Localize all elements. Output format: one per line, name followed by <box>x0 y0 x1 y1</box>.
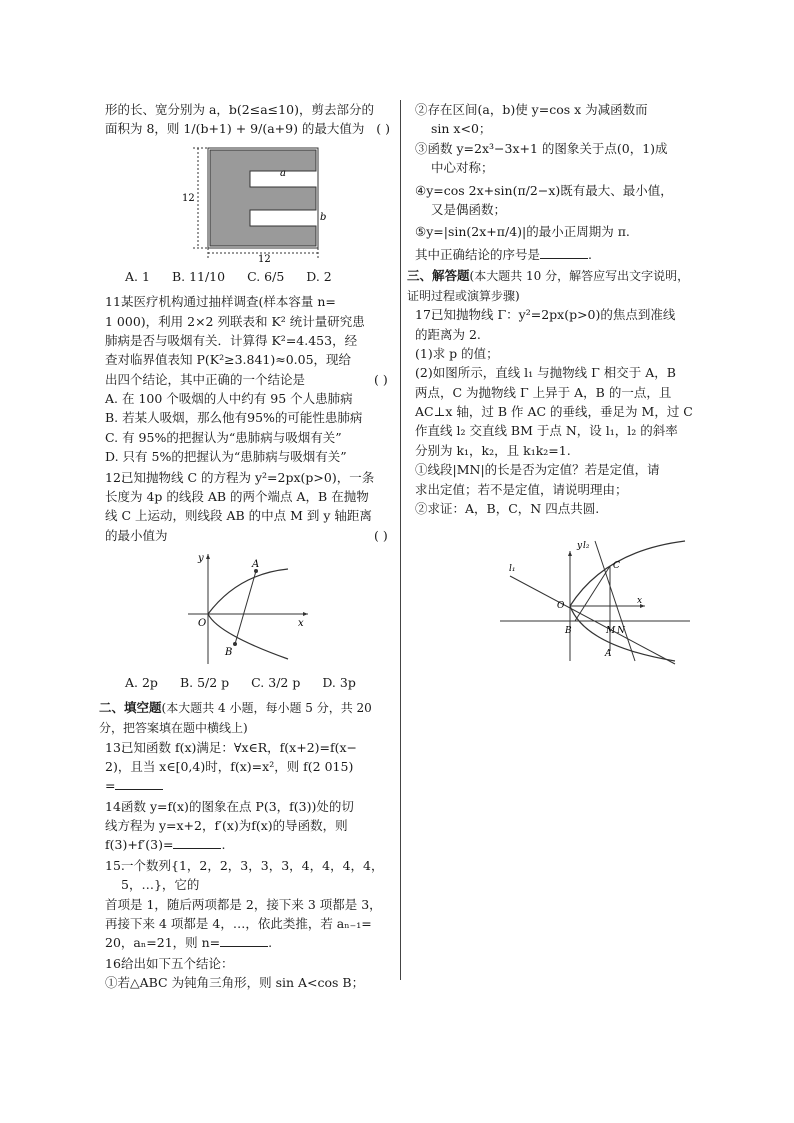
q17-line2: 的距离为 2. <box>415 326 481 342</box>
question-13 <box>105 738 390 796</box>
q11-option-d: D. 只有 5%的把握认为“患肺病与吸烟有关” <box>105 449 347 465</box>
q17-number: 17. <box>415 307 435 323</box>
q14-answer-blank[interactable] <box>173 836 221 849</box>
q11-option-b: B. 若某人吸烟，那么他有95%的可能性患肺病 <box>105 410 363 426</box>
q12-label-o: O <box>197 618 206 629</box>
q17-part2-line4: 作直线 l₂ 交直线 BM 于点 N，设 l₁，l₂ 的斜率 <box>415 423 678 439</box>
q10-label-a: a <box>279 167 286 179</box>
q13-number: 13. <box>105 739 125 755</box>
q17-label-a: A <box>605 649 612 660</box>
q11-line1: 某医疗机构通过抽样调查(样本容量 n= <box>121 294 336 310</box>
q12-option-c: C. 3/2 p <box>251 675 301 690</box>
q17-part2-line5: 分别为 k₁，k₂，且 k₁k₂=1. <box>415 442 571 458</box>
q12-label-a: A <box>251 559 259 570</box>
q12-line4-wrap: 的最小值为 ( ) <box>105 527 388 543</box>
q17-label-x: x <box>637 596 643 607</box>
q10-text-line1: 形的长、宽分别为 a，b(2≤a≤10)，剪去部分的 <box>105 102 374 117</box>
q14-line3: f(3)+f′(3)= <box>105 837 174 853</box>
q17-part2-line1: (2)如图所示，直线 l₁ 与抛物线 Γ 相交于 A，B <box>415 365 676 381</box>
q16-answer-blank[interactable] <box>540 246 588 259</box>
question-14 <box>105 797 390 855</box>
q12-option-d: D. 3p <box>322 675 356 690</box>
q17-part1: (1)求 p 的值； <box>415 345 499 361</box>
q17-subpart2: ②求证：A，B，C，N 四点共圆. <box>415 500 600 516</box>
q16-item2-line1: ②存在区间(a，b)使 y=cos x 为减函数而 <box>415 102 648 117</box>
q13-line3: = <box>105 778 116 794</box>
q17-part2-line3: AC⊥x 轴，过 B 作 AC 的垂线，垂足为 M，过 C <box>415 404 693 420</box>
q10-option-d: D. 2 <box>306 268 332 284</box>
q17-figure <box>495 536 695 666</box>
q10-option-a: A. 1 <box>125 268 150 284</box>
q10-text-line2-content: 面积为 8，则 1/(b+1) + 9/(a+9) 的最大值为 <box>105 121 365 137</box>
q13-line1: 已知函数 f(x)满足：∀x∈R，f(x+2)=f(x− <box>121 739 358 755</box>
q12-line4: 的最小值为 <box>105 527 168 543</box>
section-2-heading <box>99 698 390 737</box>
q17-line-l1 <box>510 576 675 664</box>
q12-options <box>125 673 390 692</box>
q15-line2: 首项是 1，随后两项都是 2，接下来 3 项都是 3， <box>105 896 382 912</box>
section-3-desc: (本大题共 10 分，解答应写出文字说明，证明过程或演算步骤) <box>407 269 690 303</box>
q16-ask-wrap: 其中正确结论的序号是 . <box>415 246 592 262</box>
q17-label-m: M <box>606 626 616 637</box>
q13-answer-blank[interactable] <box>115 777 163 790</box>
q17-label-n: N <box>617 626 625 637</box>
question-17 <box>415 305 695 518</box>
q17-part2-line2: 两点，C 为抛物线 Γ 上异于 A，B 的一点，且 <box>415 384 672 400</box>
q17-label-c: C <box>613 561 620 572</box>
q10-option-c: C. 6/5 <box>247 268 285 284</box>
section-3-title: 三、解答题 <box>407 268 470 283</box>
q14-line3-wrap: f(3)+f′(3)= . <box>105 837 226 853</box>
q11-line4: 查对临界值表知 P(K²≥3.841)≈0.05，现给 <box>105 352 352 368</box>
q10-figure <box>168 143 328 263</box>
q16-item5: ⑤y=|sin(2x+π/4)|的最小正周期为 π. <box>415 224 630 240</box>
q15-line4-wrap: 20，aₙ=21，则 n= . <box>105 935 273 951</box>
q11-line2: 1 000)，利用 2×2 列联表和 K² 统计量研究患 <box>105 313 365 329</box>
q10-label-12-left: 12 <box>181 192 195 204</box>
q11-number: 11. <box>105 294 125 310</box>
q17-y-arrow <box>568 551 572 556</box>
q12-point-b <box>233 642 237 646</box>
question-15 <box>105 856 390 953</box>
q12-y-arrow <box>206 554 210 559</box>
q12-label-x: x <box>297 618 304 629</box>
q11-line5-wrap: 出四个结论，其中正确的一个结论是 ( ) <box>105 371 388 387</box>
section-2-title: 二、填空题 <box>99 700 162 716</box>
question-16 <box>105 954 390 993</box>
q16-item3-line1: ③函数 y=2x³−3x+1 的图象关于点(0，1)成 <box>415 140 668 156</box>
q17-line1: 已知抛物线 Γ：y²=2px(p>0)的焦点到准线 <box>431 307 676 323</box>
q10-label-b: b <box>319 211 326 223</box>
q11-line3: 肺病是否与吸烟有关．计算得 K²=4.453，经 <box>105 332 358 348</box>
q11-option-c: C. 有 95%的把握认为“患肺病与吸烟有关” <box>105 429 342 445</box>
q10-answer-paren: ( ) <box>376 121 390 137</box>
q16-ask: 其中正确结论的序号是 <box>415 246 541 262</box>
q14-line1: 函数 y=f(x)的图象在点 P(3，f(3))处的切 <box>121 798 354 814</box>
q16-number: 16. <box>105 955 125 971</box>
q17-subpart1-line2: 求出定值；若不是定值，请说明理由； <box>415 481 628 497</box>
q12-option-a: A. 2p <box>125 675 158 690</box>
q12-x-arrow <box>303 612 308 616</box>
q15-number: 15. <box>105 857 125 873</box>
q10-options <box>125 267 390 286</box>
q17-line-bc <box>575 566 610 621</box>
question-11 <box>105 292 390 466</box>
q15-line3: 再接下来 4 项都是 4，…，依此类推，若 aₙ₋₁= <box>105 915 372 931</box>
q17-label-l2: l₂ <box>583 541 590 552</box>
section-3-heading <box>407 266 695 305</box>
q16-item4-line2: 又是偶函数； <box>431 201 507 217</box>
q11-option-a: A. 在 100 个吸烟的人中约有 95 个人患肺病 <box>105 391 353 406</box>
q16-item3-line2: 中心对称； <box>431 160 494 176</box>
q14-number: 14. <box>105 798 125 814</box>
q10-option-b: B. 11/10 <box>171 268 226 284</box>
column-divider <box>400 100 401 980</box>
q17-line-l2 <box>595 541 635 661</box>
q12-number: 12. <box>105 469 125 485</box>
q14-line2: 线方程为 y=x+2，f′(x)为f(x)的导函数，则 <box>105 818 348 834</box>
q16-continued <box>415 100 695 264</box>
question-12 <box>105 468 390 546</box>
q17-label-l1: l₁ <box>509 564 516 575</box>
q16-line2: ①若△ABC 为钝角三角形，则 sin A<cos B； <box>105 975 365 991</box>
q12-line1: 已知抛物线 C 的方程为 y²=2px(p>0)，一条 <box>121 469 375 485</box>
q17-label-y: y <box>577 541 583 552</box>
q10-shaded-region <box>210 150 316 246</box>
q17-label-b: B <box>565 626 572 637</box>
q10-label-12-bottom: 12 <box>257 253 271 263</box>
q15-line1: 一个数列{1，2，2，3，3，3，4，4，4，4，5，…}，它的 <box>121 857 384 893</box>
q16-line1: 给出如下五个结论： <box>121 955 234 971</box>
q16-item4-line1: ④y=cos 2x+sin(π/2−x)既有最大、最小值， <box>415 182 673 198</box>
left-column <box>99 100 390 993</box>
q11-line5: 出四个结论，其中正确的一个结论是 <box>105 371 306 387</box>
q15-answer-blank[interactable] <box>220 934 268 947</box>
q13-line2: 2)，且当 x∈[0,4)时，f(x)=x²，则 f(2 015) <box>105 758 354 774</box>
q15-line4: 20，aₙ=21，则 n= <box>105 935 221 951</box>
q17-label-o: O <box>557 601 565 612</box>
q12-line2: 长度为 4p 的线段 AB 的两个端点 A，B 在抛物 <box>105 488 369 504</box>
right-column <box>407 100 695 670</box>
q12-line3: 线 C 上运动，则线段 AB 的中点 M 到 y 轴距离 <box>105 508 372 524</box>
q17-subpart1-line1: ①线段|MN|的长是否为定值？若是定值，请 <box>415 462 660 478</box>
section-2-desc: (本大题共 4 小题，每小题 5 分，共 20 分，把答案填在题中横线上) <box>99 701 372 735</box>
q16-item2-line2: sin x<0； <box>431 121 492 137</box>
q12-figure <box>178 549 318 669</box>
q12-label-y: y <box>197 553 204 564</box>
q12-option-b: B. 5/2 p <box>179 675 230 690</box>
q12-label-b: B <box>224 647 232 658</box>
q13-line3-wrap <box>105 776 390 795</box>
q10-text-line2 <box>105 119 390 138</box>
